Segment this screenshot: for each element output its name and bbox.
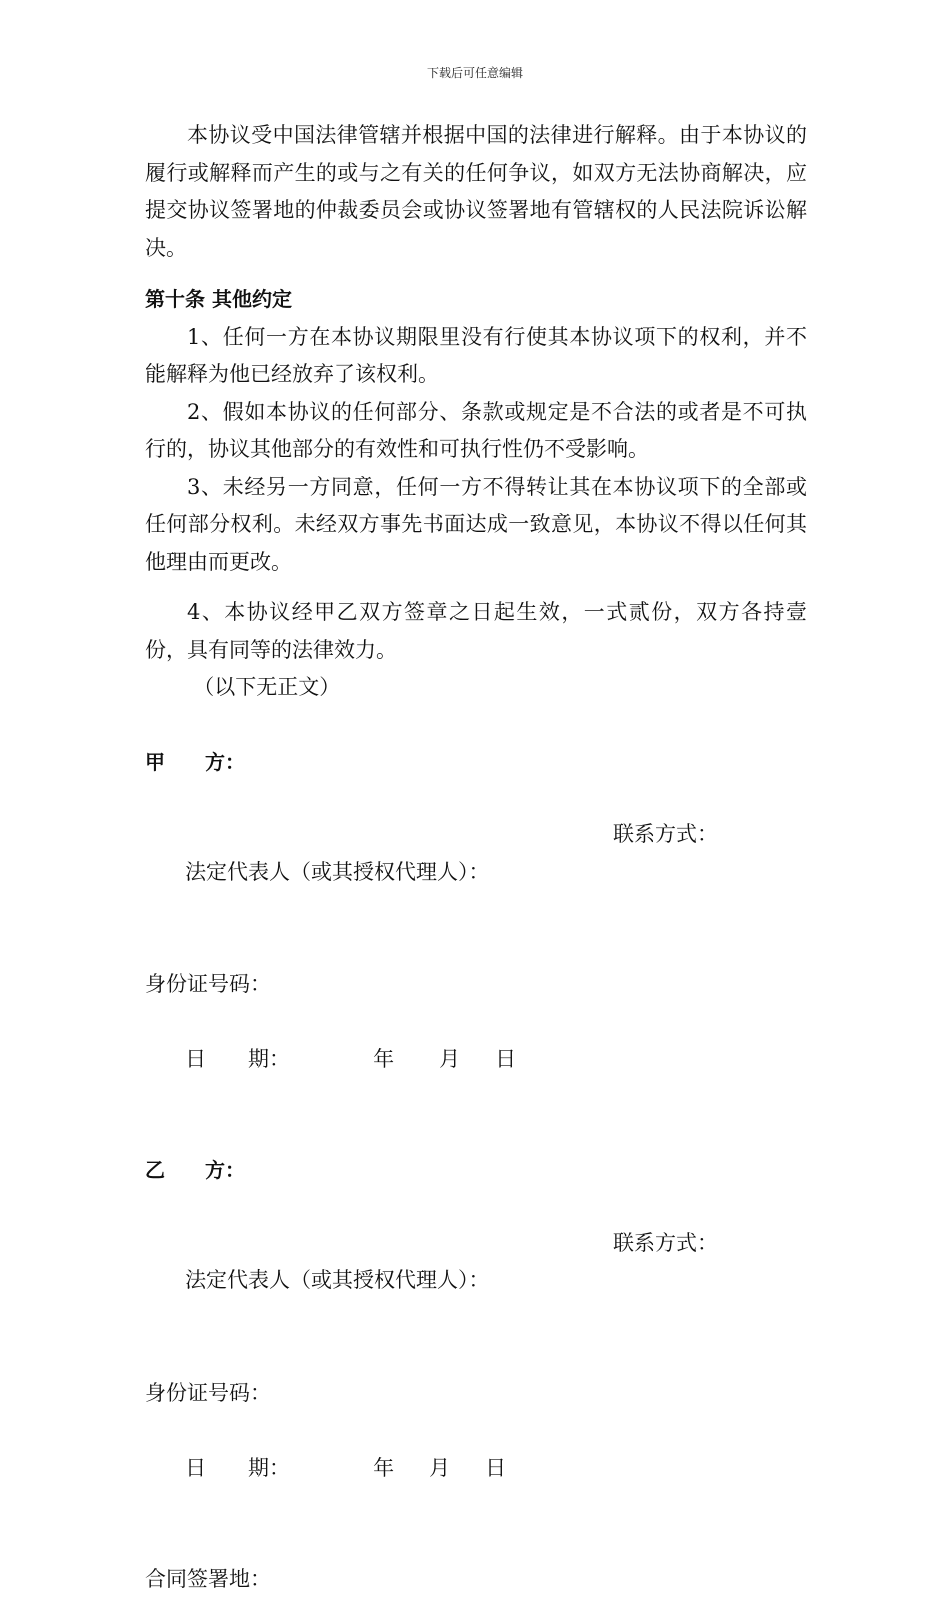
- article-heading: 第十条 其他约定: [145, 281, 807, 319]
- no-text-note: （以下无正文）: [145, 669, 807, 707]
- party-a-representative: 法定代表人（或其授权代理人）：: [185, 860, 490, 884]
- party-b-date-row: [145, 1412, 807, 1525]
- clause-3: 3、未经另一方同意，任何一方不得转让其在本协议项下的全部或任何部分权利。未经双方事先书面达成一致意见，本协议不得以任何其他理由而更改。: [145, 469, 807, 582]
- header-note: 下载后可任意编辑: [0, 64, 950, 81]
- party-a-month: 月: [439, 1041, 495, 1079]
- party-b-contact: 联系方式：: [613, 1225, 718, 1263]
- party-a-day: 日: [495, 1041, 516, 1079]
- clause-4: 4、本协议经甲乙双方签章之日起生效，一式贰份，双方各持壹份，具有同等的法律效力。: [145, 594, 807, 669]
- party-b-month: 月: [429, 1450, 485, 1488]
- party-b-label: 乙 方：: [145, 1152, 807, 1190]
- party-a-representative-row: [145, 816, 807, 966]
- intro-paragraph: 本协议受中国法律管辖并根据中国的法律进行解释。由于本协议的履行或解释而产生的或与之有关的任何争议，如双方无法协商解决，应提交协议签署地的仲裁委员会或协议签署地有管辖权的人民法院诉讼解决。: [145, 117, 807, 267]
- document-body: [145, 117, 807, 1598]
- party-b-representative-row: [145, 1225, 807, 1375]
- party-a-year: 年: [373, 1041, 439, 1079]
- party-b-date-label: 日 期：: [185, 1450, 373, 1488]
- party-a-date-row: [145, 1004, 807, 1117]
- party-a-contact: 联系方式：: [613, 816, 718, 854]
- party-a-label: 甲 方：: [145, 744, 807, 782]
- clause-2: 2、假如本协议的任何部分、条款或规定是不合法的或者是不可执行的，协议其他部分的有效性和可执行性仍不受影响。: [145, 394, 807, 469]
- party-b-year: 年: [373, 1450, 429, 1488]
- party-b-day: 日: [485, 1450, 506, 1488]
- party-a-date-label: 日 期：: [185, 1041, 373, 1079]
- party-a-id-number: 身份证号码：: [145, 966, 807, 1004]
- party-b-id-number: 身份证号码：: [145, 1375, 807, 1413]
- signing-place: 合同签署地：: [145, 1561, 807, 1598]
- clause-1: 1、任何一方在本协议期限里没有行使其本协议项下的权利，并不能解释为他已经放弃了该权利。: [145, 319, 807, 394]
- party-b-representative: 法定代表人（或其授权代理人）：: [185, 1268, 490, 1292]
